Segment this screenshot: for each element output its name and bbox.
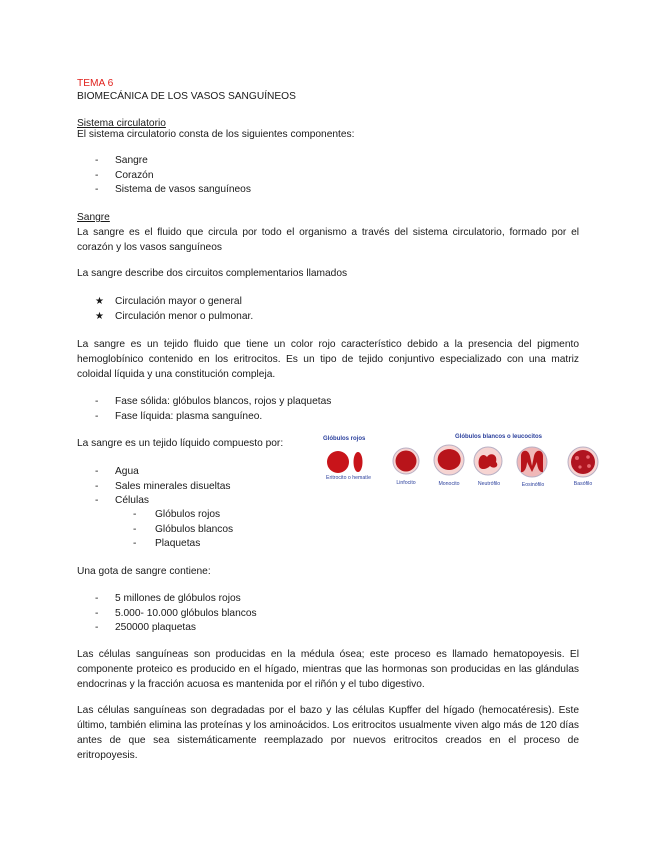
phases-list xyxy=(77,395,331,424)
erythrocyte-label: Eritrocito o hematíe xyxy=(326,475,371,481)
white-cells-title: Glóbulos blancos o leucocitos xyxy=(455,434,543,440)
red-cells-title: Glóbulos rojos xyxy=(323,436,366,442)
list-item: - Plaquetas xyxy=(125,537,233,552)
dash-marker: - xyxy=(133,523,137,535)
sistema-components-list xyxy=(77,154,251,198)
dash-marker: - xyxy=(133,509,137,520)
neutrophil-nucleus xyxy=(479,454,498,469)
basophil-label: Basófilo xyxy=(573,481,593,487)
list-item: - 250000 plaquetas xyxy=(77,621,257,636)
monocyte-nucleus xyxy=(438,449,461,470)
page-title: BIOMECÁNICA DE LOS VASOS SANGUÍNEOS xyxy=(77,91,296,102)
lymphocyte-label: Linfocito xyxy=(396,480,416,486)
dash-marker: - xyxy=(95,593,99,604)
heading-sistema-circulatorio: Sistema circulatorio xyxy=(77,118,166,129)
dash-marker: - xyxy=(95,184,99,195)
erythrocyte-face xyxy=(327,451,349,473)
basophil-granule xyxy=(578,465,581,468)
heading-sangre: Sangre xyxy=(77,212,110,223)
degradation-paragraph: Las células sanguíneas son degradadas por el bazo y las células Kupffer del hígado (hemocatéresis). Este último, también elimina las proteínas y los aminoácidos. Los eritrocitos usualmente viven algo más de 120 días antes de que sea sistemáticamente reemplazado por nuevos eritrocitos creados en el proceso de eritropoyesis. xyxy=(77,705,579,761)
monocyte-label: Monocito xyxy=(438,481,460,487)
list-item: - Agua xyxy=(77,465,231,480)
composition-intro: La sangre es un tejido líquido compuesto por: xyxy=(77,438,284,449)
list-item: ★ Circulación menor o pulmonar. xyxy=(77,310,253,325)
drop-intro: Una gota de sangre contiene: xyxy=(77,566,211,577)
list-item: - Fase líquida: plasma sanguíneo. xyxy=(77,410,331,425)
sistema-intro: El sistema circulatorio consta de los siguientes componentes: xyxy=(77,129,355,140)
dash-marker: - xyxy=(95,607,99,619)
list-item: - Sangre xyxy=(77,154,251,169)
dash-marker: - xyxy=(95,622,99,633)
dash-marker: - xyxy=(133,538,137,549)
circuits-intro: La sangre describe dos circuitos complementarios llamados xyxy=(77,268,348,279)
list-item: - Glóbulos rojos xyxy=(125,508,233,523)
basophil-granule xyxy=(575,456,579,460)
list-item: - Sistema de vasos sanguíneos xyxy=(77,183,251,198)
cells-sublist xyxy=(125,508,233,552)
list-item: - Células xyxy=(77,494,231,509)
drop-contents-list xyxy=(77,592,257,636)
basophil-granule xyxy=(586,455,590,459)
list-item: - Glóbulos blancos xyxy=(125,523,233,538)
list-item: - 5 millones de glóbulos rojos xyxy=(77,592,257,607)
circuits-list xyxy=(77,295,253,324)
production-paragraph: Las células sanguíneas son producidas en la médula ósea; este proceso es llamado hematopoyesis. El componente proteico es producido en el hígado, mientras que las hormonas son producidas en las glándulas endocrinas y la fracción acuosa es mantenida por el riñón y el tubo digestivo. xyxy=(77,649,579,690)
dash-marker: - xyxy=(95,495,99,506)
list-item: - Corazón xyxy=(77,169,251,184)
dash-marker: - xyxy=(95,155,99,166)
composition-list xyxy=(77,465,231,509)
list-item: - 5.000- 10.000 glóbulos blancos xyxy=(77,607,257,622)
list-item: - Sales minerales disueltas xyxy=(77,480,231,495)
erythrocyte-side xyxy=(354,452,363,472)
list-item: - Fase sólida: glóbulos blancos, rojos y plaquetas xyxy=(77,395,331,410)
dash-marker: - xyxy=(95,410,99,422)
list-item: ★ Circulación mayor o general xyxy=(77,295,253,310)
neutrophil-label: Neutrófilo xyxy=(477,481,501,487)
eosinophil-label: Eosinófilo xyxy=(521,482,545,488)
dash-marker: - xyxy=(95,169,99,181)
star-marker: ★ xyxy=(95,296,105,307)
basophil-granules xyxy=(571,450,595,474)
dash-marker: - xyxy=(95,480,99,492)
lymphocyte-nucleus xyxy=(396,451,417,472)
dash-marker: - xyxy=(95,466,99,477)
blood-cells-figure xyxy=(318,432,608,496)
topic-number: TEMA 6 xyxy=(77,78,114,89)
basophil-granule xyxy=(587,464,591,468)
star-marker: ★ xyxy=(95,310,105,322)
tissue-description: La sangre es un tejido fluido que tiene un color rojo característico debido a la presencia del pigmento hemoglobínico contenido en los eritrocitos. Es un tipo de tejido conjuntivo especializado con una matriz coloidal líquida y una constitución compleja. xyxy=(77,339,579,380)
sangre-definition: La sangre es el fluido que circula por todo el organismo a través del sistema circulatorio, formado por el corazón y los vasos sanguíneos xyxy=(77,227,579,253)
dash-marker: - xyxy=(95,396,99,407)
